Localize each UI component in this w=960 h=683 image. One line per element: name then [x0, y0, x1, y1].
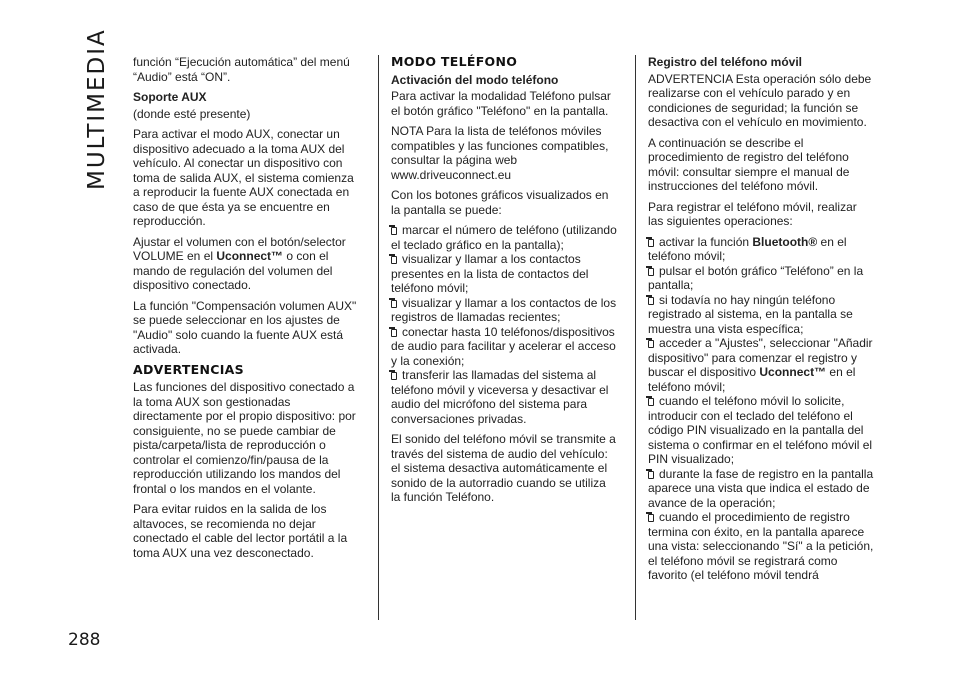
- column-2: [391, 55, 617, 511]
- paragraph: (donde esté presente): [133, 106, 251, 121]
- list-item: durante la fase de registro en la pantalla aparece una vista que indica el estado de avance de la operación;: [648, 466, 874, 510]
- paragraph: La función "Compensación volumen AUX" se puede seleccionar en los ajustes de "Audio" solo cuando la fuente AUX está activada.: [133, 298, 357, 356]
- list-item: acceder a "Ajustes", seleccionar "Añadir dispositivo" para comenzar el registro y buscar el dispositivo Uconnect™ en el teléfono móvil;: [648, 336, 873, 394]
- subheading-aux: Soporte AUX: [133, 90, 207, 104]
- column-divider: [378, 55, 379, 620]
- list-item: visualizar y llamar a los contactos de los registros de llamadas recientes;: [391, 295, 617, 324]
- paragraph: ADVERTENCIA Esta operación sólo debe realizarse con el vehículo parado y en condiciones de seguridad; la función se desactiva con el vehículo en movimiento.: [648, 71, 872, 129]
- paragraph: Para registrar el teléfono móvil, realizar las siguientes operaciones:: [648, 199, 857, 228]
- section-side-title: MULTIMEDIA: [84, 28, 110, 190]
- list-item: si todavía no hay ningún teléfono registrado al sistema, en la pantalla se muestra una vista específica;: [648, 292, 853, 336]
- bullet-marker-icon: [391, 372, 397, 380]
- bullet-marker-icon: [648, 239, 654, 247]
- list-item: transferir las llamadas del sistema al teléfono móvil y viceversa y desactivar el audio del micrófono del sistema para conversaciones privadas.: [391, 368, 609, 426]
- paragraph: Para activar la modalidad Teléfono pulsar el botón gráfico "Teléfono" en la pantalla.: [391, 89, 611, 118]
- heading-modo-telefono: MODO TELÉFONO: [391, 54, 518, 69]
- bullet-marker-icon: [648, 514, 654, 522]
- list-item: cuando el teléfono móvil lo solicite, introducir con el teclado del teléfono el código PIN visualizado en la pantalla del sistema o confirmar en el teléfono móvil el PIN visualizado;: [648, 394, 873, 466]
- bullet-marker-icon: [648, 398, 654, 406]
- heading-advertencias: ADVERTENCIAS: [133, 361, 244, 377]
- page-number: 288: [68, 630, 101, 650]
- column-1: [133, 55, 359, 566]
- bullet-marker-icon: [648, 268, 654, 276]
- list-item: conectar hasta 10 teléfonos/dispositivos de audio para facilitar y acelerar el acceso y la conexión;: [391, 324, 616, 368]
- subheading-registro: Registro del teléfono móvil: [648, 55, 803, 69]
- bullet-marker-icon: [391, 227, 397, 235]
- bullet-marker-icon: [648, 297, 654, 305]
- column-3: [648, 55, 874, 583]
- bullet-marker-icon: [391, 300, 397, 308]
- bullet-marker-icon: [648, 471, 654, 479]
- list-item: activar la función Bluetooth® en el teléfono móvil;: [648, 234, 847, 263]
- paragraph: NOTA Para la lista de teléfonos móviles compatibles y las funciones compatibles, consultar la página web www.driveuconnect.eu: [391, 124, 609, 182]
- paragraph: Ajustar el volumen con el botón/selector VOLUME en el Uconnect™ o con el mando de regulación del volumen del dispositivo conectado.: [133, 234, 346, 292]
- paragraph: A continuación se describe el procedimiento de registro del teléfono móvil: consultar siempre el manual de instrucciones del teléfono móvil.: [648, 135, 850, 193]
- paragraph: Para activar el modo AUX, conectar un dispositivo adecuado a la toma AUX del vehículo. Al conectar un dispositivo con toma de salida AUX, el sistema comienza a reproducir la fuente AUX conectada en caso de que ésta ya se encuentre en reproducción.: [133, 127, 354, 228]
- paragraph: función “Ejecución automática” del menú “Audio” está “ON”.: [133, 55, 350, 84]
- column-divider: [635, 55, 636, 620]
- subheading-activacion: Activación del modo teléfono: [391, 72, 559, 87]
- paragraph: Para evitar ruidos en la salida de los altavoces, se recomienda no dejar conectado el cable del lector portátil a la toma AUX una vez desconectado.: [133, 502, 348, 560]
- bullet-marker-icon: [391, 256, 397, 264]
- bullet-marker-icon: [391, 329, 397, 337]
- bullet-marker-icon: [648, 340, 654, 348]
- list-item: visualizar y llamar a los contactos presentes en la lista de contactos del teléfono móvil;: [391, 252, 589, 295]
- list-item: cuando el procedimiento de registro termina con éxito, en la pantalla aparece una vista: seleccionando "Sí" a la petición, el teléfono móvil se registrará como favorito (el teléfono móvil tendrá: [648, 510, 874, 582]
- paragraph: Las funciones del dispositivo conectado a la toma AUX son gestionadas directamente por el propio dispositivo: por consiguiente, no se puede cambiar de pista/carpeta/lista de reproducción o controlar el comienzo/fin/pausa de la reproducción utilizando los mandos del frontal o los mandos en el volante.: [133, 380, 356, 496]
- paragraph: El sonido del teléfono móvil se transmite a través del sistema de audio del vehículo: el sistema desactiva automáticamente el sonido de la autorradio cuando se utiliza la función Teléfono.: [391, 432, 616, 504]
- list-item: marcar el número de teléfono (utilizando el teclado gráfico en la pantalla);: [391, 223, 617, 252]
- paragraph: Con los botones gráficos visualizados en la pantalla se puede:: [391, 188, 609, 217]
- list-item: pulsar el botón gráfico “Teléfono” en la pantalla;: [648, 263, 864, 292]
